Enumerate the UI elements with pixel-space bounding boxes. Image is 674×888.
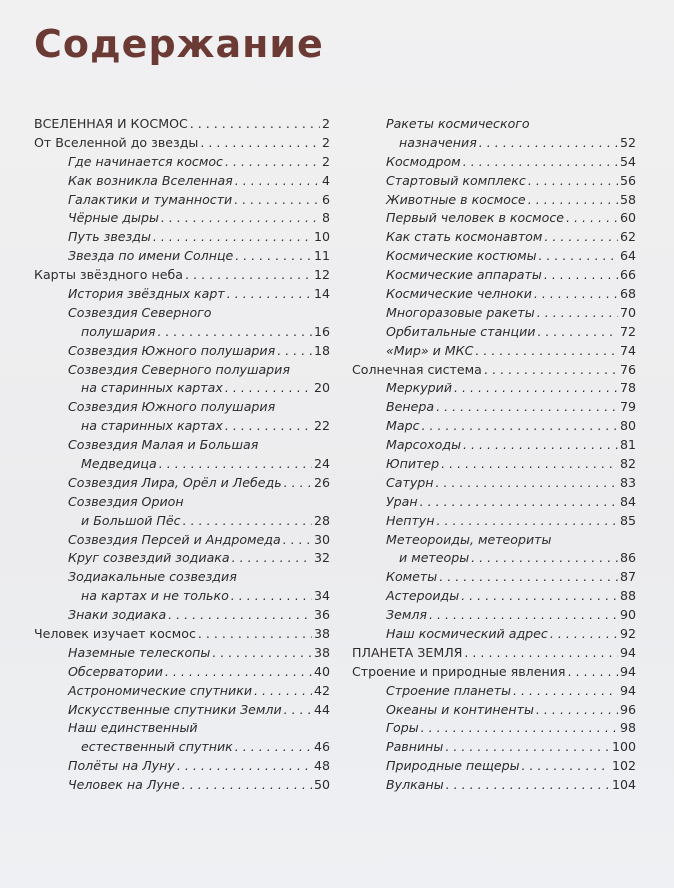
toc-entry-title: и Большой Пёс — [81, 512, 181, 528]
toc-entry-title: Первый человек в космосе — [386, 210, 565, 226]
toc-entry-title: Созвездия Орион — [68, 493, 184, 509]
toc-page-number: 66 — [619, 267, 636, 283]
toc-entry-title: Как стать космонавтом — [386, 229, 543, 245]
dot-leader — [463, 153, 618, 172]
toc-entry-title: на старинных картах — [81, 380, 223, 396]
toc-entry-title: Наземные телескопы — [68, 644, 211, 660]
toc-entry — [352, 625, 636, 644]
toc-entry-title: Равнины — [386, 739, 444, 755]
dot-leader — [231, 587, 312, 606]
toc-entry — [352, 587, 636, 606]
toc-entry — [352, 720, 636, 739]
toc-page-number: 96 — [619, 701, 636, 717]
toc-page-number: 83 — [619, 474, 636, 490]
toc-page-number: 82 — [619, 456, 636, 472]
toc-page-number: 94 — [619, 682, 636, 698]
toc-entry — [352, 606, 636, 625]
dot-leader — [471, 549, 618, 568]
toc-entry — [352, 209, 636, 228]
dot-leader — [550, 625, 618, 644]
dot-leader — [566, 209, 618, 228]
toc-entry-title: Марсоходы — [386, 437, 462, 453]
toc-entry-title: Стартовый комплекс — [386, 172, 526, 188]
toc-entry-title: Венера — [386, 399, 435, 415]
toc-entry — [352, 568, 636, 587]
toc-entry-title: Горы — [386, 720, 419, 736]
toc-page-number: 85 — [619, 512, 636, 528]
dot-leader — [283, 531, 312, 550]
dot-leader — [185, 266, 312, 285]
toc-entry — [352, 776, 636, 795]
toc-entry — [34, 738, 330, 757]
toc-entry-title: Космические костюмы — [386, 248, 537, 264]
toc-entry-title: естественный спутник — [81, 739, 233, 755]
toc-page-number: 56 — [619, 172, 636, 188]
dot-leader — [445, 738, 610, 757]
dot-leader — [182, 776, 312, 795]
toc-entry-title: Нептун — [386, 512, 435, 528]
toc-entry — [352, 153, 636, 172]
toc-entry — [34, 342, 330, 361]
toc-entry-title: Человек на Луне — [68, 777, 180, 793]
toc-entry — [352, 323, 636, 342]
dot-leader — [232, 549, 312, 568]
toc-page-number: 38 — [313, 644, 330, 660]
dot-leader — [522, 757, 610, 776]
toc-entry — [34, 644, 330, 663]
dot-leader — [165, 663, 312, 682]
toc-section-entry — [34, 266, 330, 285]
toc-entry-title: ВСЕЛЕННАЯ И КОСМОС — [34, 115, 188, 131]
toc-entry — [352, 304, 636, 323]
toc-page-number: 40 — [313, 663, 330, 679]
toc-page-number: 46 — [313, 739, 330, 755]
toc-page-number: 34 — [313, 588, 330, 604]
toc-page-number: 48 — [313, 758, 330, 774]
toc-page-number: 44 — [313, 701, 330, 717]
toc-entry-title: Земля — [386, 607, 427, 623]
toc-entry-title: Знаки зодиака — [68, 607, 167, 623]
toc-entry — [352, 549, 636, 568]
toc-page-number: 78 — [619, 380, 636, 396]
toc-entry-title: Наш космический адрес — [386, 626, 548, 642]
toc-entry-title: Наш единственный — [68, 720, 198, 736]
toc-entry — [34, 701, 330, 720]
toc-page-number: 102 — [611, 758, 636, 774]
toc-entry-title: Меркурий — [386, 380, 453, 396]
toc-page-number: 22 — [313, 418, 330, 434]
toc-section-entry — [34, 115, 330, 134]
toc-page-number: 79 — [619, 399, 636, 415]
toc-page-number: 12 — [313, 267, 330, 283]
toc-entry — [34, 531, 330, 550]
toc-entry — [34, 191, 330, 210]
toc-page-number: 32 — [313, 550, 330, 566]
toc-entry-title: Марс — [386, 418, 420, 434]
toc-entry-title: Океаны и континенты — [386, 701, 534, 717]
toc-entry-title: Астрономические спутники — [68, 682, 253, 698]
toc-page-number: 24 — [313, 456, 330, 472]
toc-page-number: 98 — [619, 720, 636, 736]
toc-page-number: 2 — [321, 153, 330, 169]
toc-entry — [34, 361, 330, 380]
dot-leader — [436, 512, 617, 531]
toc-entry-title: Созвездия Южного полушария — [68, 342, 276, 358]
toc-page-number: 38 — [313, 626, 330, 642]
toc-entry — [352, 701, 636, 720]
toc-entry — [352, 417, 636, 436]
toc-page-number: 92 — [619, 626, 636, 642]
toc-right-column — [352, 115, 636, 795]
toc-entry — [34, 172, 330, 191]
dot-leader — [484, 361, 618, 380]
toc-entry — [352, 738, 636, 757]
toc-entry — [352, 285, 636, 304]
toc-section-entry — [34, 134, 330, 153]
toc-entry-title: Обсерватории — [68, 663, 163, 679]
dot-leader — [190, 115, 320, 134]
toc-page-number: 76 — [619, 361, 636, 377]
toc-entry — [352, 134, 636, 153]
toc-entry-title: Вулканы — [386, 777, 444, 793]
toc-page-number: 10 — [313, 229, 330, 245]
dot-leader — [528, 172, 618, 191]
toc-page-number: 11 — [313, 248, 330, 264]
toc-entry-title: Космодром — [386, 153, 461, 169]
dot-leader — [235, 738, 312, 757]
toc-entry — [352, 191, 636, 210]
dot-leader — [528, 191, 618, 210]
dot-leader — [421, 719, 618, 738]
toc-page-number: 2 — [321, 115, 330, 131]
toc-entry — [352, 493, 636, 512]
toc-entry-title: Путь звезды — [68, 229, 151, 245]
toc-entry-title: на картах и не только — [81, 588, 229, 604]
toc-entry — [352, 455, 636, 474]
toc-entry-title: Человек изучает космос — [34, 626, 196, 642]
dot-leader — [277, 342, 312, 361]
toc-page-number: 36 — [313, 607, 330, 623]
toc-entry — [34, 682, 330, 701]
toc-entry-title: Круг созвездий зодиака — [68, 550, 230, 566]
toc-entry — [34, 379, 330, 398]
toc-entry — [34, 455, 330, 474]
dot-leader — [544, 228, 618, 247]
toc-entry-title: Где начинается космос — [68, 153, 223, 169]
toc-entry — [352, 172, 636, 191]
toc-entry — [34, 757, 330, 776]
toc-entry-title: Как возникла Вселенная — [68, 172, 233, 188]
toc-entry-title: Животные в космосе — [386, 191, 526, 207]
dot-leader — [177, 757, 312, 776]
toc-entry — [352, 247, 636, 266]
toc-entry — [352, 266, 636, 285]
toc-entry-title: Космические аппараты — [386, 267, 542, 283]
dot-leader — [539, 247, 618, 266]
toc-entry-title: «Мир» и МКС — [386, 342, 474, 358]
dot-leader — [534, 285, 618, 304]
dot-leader — [422, 417, 618, 436]
dot-leader — [439, 568, 618, 587]
toc-entry-title: ПЛАНЕТА ЗЕМЛЯ — [352, 644, 463, 660]
dot-leader — [429, 606, 618, 625]
toc-entry-title: и метеоры — [399, 550, 470, 566]
dot-leader — [454, 379, 618, 398]
toc-entry — [352, 531, 636, 550]
toc-entry — [352, 512, 636, 531]
dot-leader — [537, 323, 618, 342]
dot-leader — [235, 247, 312, 266]
toc-entry — [34, 568, 330, 587]
toc-page-number: 18 — [313, 342, 330, 358]
toc-page-number: 94 — [619, 663, 636, 679]
dot-leader — [198, 625, 312, 644]
toc-entry — [34, 209, 330, 228]
toc-entry — [352, 682, 636, 701]
toc-entry-title: Уран — [386, 493, 418, 509]
toc-section-entry — [352, 663, 636, 682]
toc-page-number: 70 — [619, 304, 636, 320]
toc-entry — [352, 342, 636, 361]
toc-entry-title: Строение и природные явления — [352, 663, 566, 679]
toc-entry-title: на старинных картах — [81, 418, 223, 434]
dot-leader — [234, 191, 320, 210]
dot-leader — [225, 379, 312, 398]
toc-entry-title: Созвездия Персей и Андромеда — [68, 531, 281, 547]
toc-page-number: 104 — [611, 777, 636, 793]
toc-page-number: 4 — [321, 172, 330, 188]
toc-entry-title: Полёты на Луну — [68, 758, 175, 774]
toc-page-number: 58 — [619, 191, 636, 207]
dot-leader — [513, 682, 618, 701]
toc-entry-title: Созвездия Лира, Орёл и Лебедь — [68, 474, 282, 490]
toc-entry-title: Сатурн — [386, 474, 434, 490]
toc-entry — [34, 398, 330, 417]
dot-leader — [479, 134, 618, 153]
toc-page-number: 90 — [619, 607, 636, 623]
dot-leader — [420, 493, 618, 512]
dot-leader — [475, 342, 618, 361]
dot-leader — [436, 474, 618, 493]
toc-entry — [352, 757, 636, 776]
toc-entry-title: От Вселенной до звезды — [34, 134, 199, 150]
toc-entry-title: Чёрные дыры — [68, 210, 159, 226]
toc-entry-title: Юпитер — [386, 456, 440, 472]
dot-leader — [567, 663, 617, 682]
toc-page-number: 14 — [313, 286, 330, 301]
toc-page-number: 50 — [313, 777, 330, 793]
dot-leader — [225, 153, 320, 172]
toc-entry — [34, 493, 330, 512]
toc-entry-title: Астероиды — [386, 588, 460, 604]
toc-entry — [352, 379, 636, 398]
toc-entry-title: Кометы — [386, 569, 438, 585]
toc-entry — [34, 606, 330, 625]
toc-page-number: 6 — [321, 191, 330, 207]
toc-page-number: 62 — [619, 229, 636, 245]
dot-leader — [461, 587, 618, 606]
toc-entry-title: Галактики и туманности — [68, 191, 233, 207]
dot-leader — [159, 455, 312, 474]
dot-leader — [536, 701, 618, 720]
dot-leader — [463, 436, 618, 455]
toc-entry — [352, 398, 636, 417]
toc-entry — [352, 228, 636, 247]
dot-leader — [225, 417, 312, 436]
page-title: Содержание — [34, 22, 324, 66]
toc-page-number: 86 — [619, 550, 636, 566]
toc-entry — [34, 153, 330, 172]
toc-page-number: 81 — [619, 437, 636, 453]
toc-entry — [352, 474, 636, 493]
dot-leader — [157, 323, 312, 342]
toc-entry-title: Природные пещеры — [386, 758, 520, 774]
toc-page-number: 26 — [313, 474, 330, 490]
dot-leader — [200, 134, 320, 153]
toc-page-number: 100 — [611, 739, 636, 755]
dot-leader — [464, 644, 618, 663]
toc-entry — [34, 247, 330, 266]
toc-page-number: 16 — [313, 323, 330, 339]
toc-entry-title: Искусственные спутники Земли — [68, 701, 282, 717]
toc-page-number: 72 — [619, 323, 636, 339]
dot-leader — [544, 266, 618, 285]
toc-section-entry — [352, 361, 636, 380]
toc-page-number: 94 — [619, 644, 636, 660]
toc-entry — [34, 720, 330, 739]
toc-section-entry — [352, 644, 636, 663]
dot-leader — [212, 644, 312, 663]
toc-entry — [34, 436, 330, 455]
dot-leader — [254, 682, 312, 701]
toc-section-entry — [34, 625, 330, 644]
dot-leader — [441, 455, 618, 474]
toc-entry-title: назначения — [399, 134, 477, 150]
dot-leader — [183, 512, 312, 531]
toc-entry-title: Звезда по имени Солнце — [68, 248, 234, 264]
toc-page-number: 52 — [619, 134, 636, 150]
dot-leader — [284, 474, 312, 493]
toc-page-number: 84 — [619, 493, 636, 509]
dot-leader — [235, 172, 320, 191]
toc-page-number: 54 — [619, 153, 636, 169]
dot-leader — [168, 606, 312, 625]
toc-entry-title: Зодиакальные созвездия — [68, 569, 237, 585]
toc-page-number: 8 — [321, 210, 330, 226]
toc-entry — [34, 285, 330, 304]
toc-page-number: 68 — [619, 286, 636, 301]
toc-page-number: 87 — [619, 569, 636, 585]
toc-entry — [34, 323, 330, 342]
toc-entry-title: Созвездия Малая и Большая — [68, 437, 259, 453]
toc-entry — [352, 115, 636, 134]
dot-leader — [537, 304, 618, 323]
toc-entry — [34, 587, 330, 606]
toc-page-number: 88 — [619, 588, 636, 604]
toc-entry — [352, 436, 636, 455]
toc-page-number: 74 — [619, 342, 636, 358]
toc-entry-title: Карты звёздного неба — [34, 267, 183, 283]
toc-page-number: 20 — [313, 380, 330, 396]
toc-entry-title: Созвездия Южного полушария — [68, 399, 276, 415]
dot-leader — [227, 285, 312, 304]
toc-entry-title: Многоразовые ракеты — [386, 304, 535, 320]
toc-entry-title: Орбитальные станции — [386, 323, 536, 339]
dot-leader — [161, 209, 320, 228]
toc-entry — [34, 228, 330, 247]
toc-page-number: 64 — [619, 248, 636, 264]
toc-entry — [34, 776, 330, 795]
toc-entry-title: полушария — [81, 323, 156, 339]
dot-leader — [446, 776, 610, 795]
toc-entry — [34, 512, 330, 531]
toc-entry-title: История звёздных карт — [68, 286, 225, 301]
toc-entry — [34, 474, 330, 493]
toc-entry — [34, 663, 330, 682]
toc-page-number: 42 — [313, 682, 330, 698]
toc-entry-title: Созвездия Северного полушария — [68, 361, 290, 377]
toc-entry-title: Метеороиды, метеориты — [386, 531, 552, 547]
toc-entry-title: Созвездия Северного — [68, 304, 212, 320]
toc-entry-title: Космические челноки — [386, 286, 532, 301]
toc-entry — [34, 304, 330, 323]
dot-leader — [153, 228, 312, 247]
toc-page-number: 28 — [313, 512, 330, 528]
toc-entry — [34, 417, 330, 436]
toc-page-number: 80 — [619, 418, 636, 434]
toc-entry-title: Медведица — [81, 456, 157, 472]
toc-entry-title: Солнечная система — [352, 361, 482, 377]
dot-leader — [284, 701, 312, 720]
toc-page-number: 60 — [619, 210, 636, 226]
toc-entry — [34, 549, 330, 568]
dot-leader — [436, 398, 618, 417]
toc-entry-title: Строение планеты — [386, 682, 512, 698]
toc-left-column — [34, 115, 330, 795]
toc-entry-title: Ракеты космического — [386, 115, 530, 131]
toc-page-number: 2 — [321, 134, 330, 150]
toc-page-number: 30 — [313, 531, 330, 547]
